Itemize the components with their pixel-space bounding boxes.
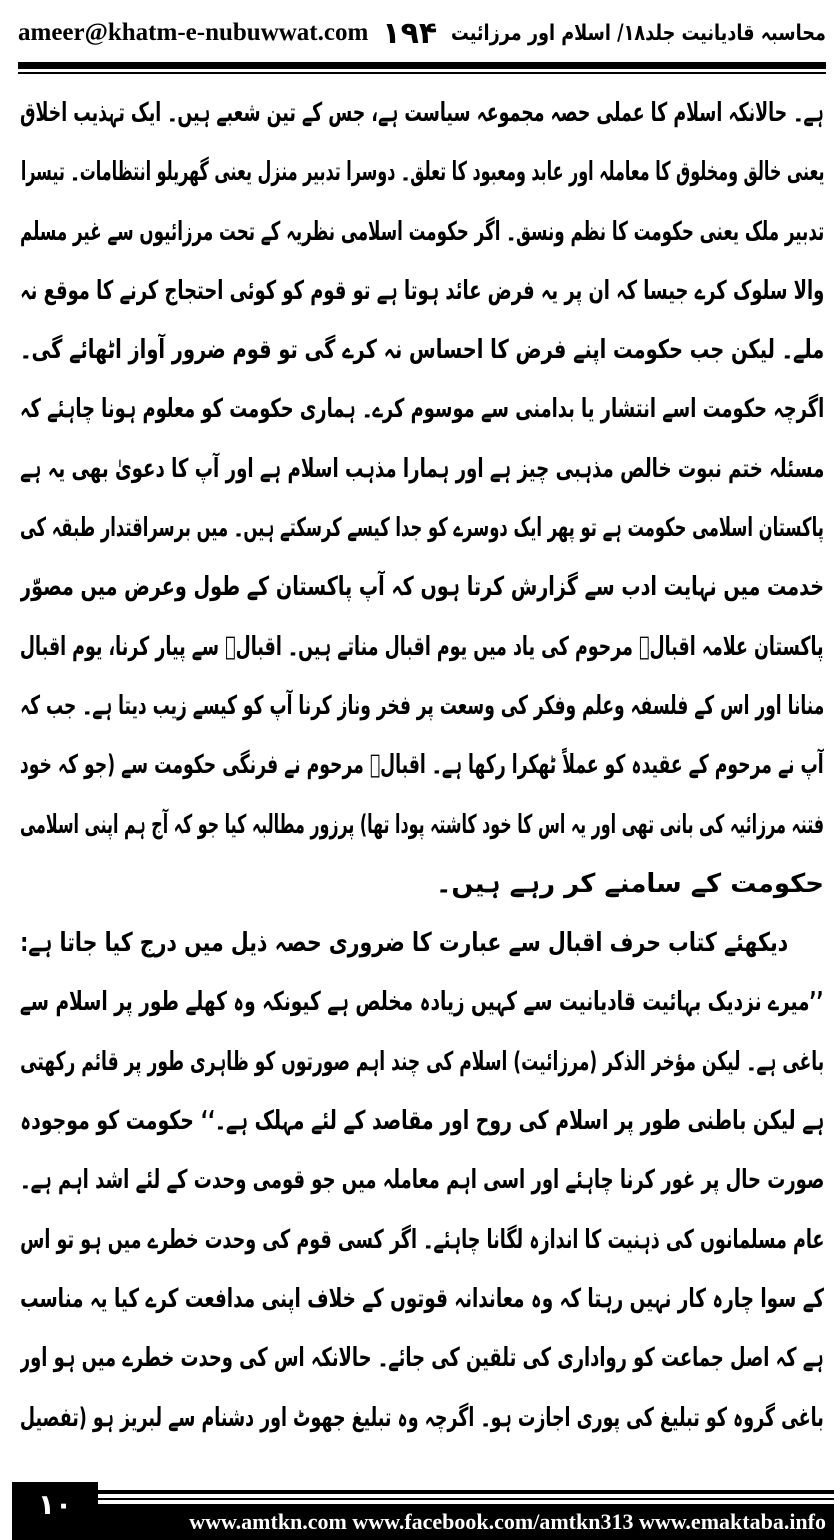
text-line — [20, 855, 824, 914]
text-line — [20, 914, 824, 973]
header-book-title: محاسبہ قادیانیت جلد۱۸/ اسلام اور مرزائیت — [451, 20, 826, 46]
text-line — [20, 558, 824, 617]
text-line — [20, 1151, 824, 1210]
header-email: ameer@khatm-e-nubuwwat.com — [18, 19, 369, 46]
text-line-text: مسئلہ ختم نبوت خالص مذہبی چیز ہے اور ہمارا مذہب اسلام ہے اور آپ کا دعویٰ بھی یہ ہے — [20, 453, 824, 484]
text-line-text: دیکھئے کتاب حرف اقبال سے عبارت کا ضروری حصہ ذیل میں درج کیا جاتا ہے: — [20, 928, 788, 959]
header-title-wrap — [451, 21, 826, 46]
footer-rule-thin — [98, 1498, 834, 1500]
text-line — [20, 1329, 824, 1388]
text-line — [20, 1211, 824, 1270]
text-line-text: یعنی خالق ومخلوق کا معاملہ اور عابد ومعبود کا تعلق۔ دوسرا تدبیر منزل یعنی گھریلو انتظامات۔ تیسرا — [20, 157, 824, 188]
text-line-text: والا سلوک کرے جیسا کہ ان پر یہ فرض عائد ہوتا ہے تو قوم کو کوئی احتجاج کرنے کا موقع نہ — [20, 275, 824, 306]
quote-line — [20, 1033, 824, 1092]
text-line — [20, 618, 824, 677]
text-line-text: اگرچہ حکومت اسے انتشار یا بدامنی سے موسوم کرے۔ ہماری حکومت کو معلوم ہونا چاہئے کہ — [20, 394, 824, 425]
footer-rule — [98, 1490, 834, 1494]
text-line — [20, 677, 824, 736]
footer-page-number: ۱۰ — [12, 1482, 98, 1540]
text-line — [20, 499, 824, 558]
header-page-number: ۱۹۴ — [382, 15, 438, 51]
text-line-text: کے سوا چارہ کار نہیں رہتا کہ وہ معاندانہ قوتوں کے خلاف اپنی مدافعت کرے کیا یہ مناسب — [20, 1283, 824, 1314]
text-line-text: باغی گروہ کو تبلیغ کی پوری اجازت ہو۔ اگرچہ وہ تبلیغ جھوٹ اور دشنام سے لبریز ہو (تفصیل — [20, 1402, 824, 1433]
text-line-text: ملے۔ لیکن جب حکومت اپنے فرض کا احساس نہ کرے گی تو قوم ضرور آواز اٹھائے گی۔ — [20, 335, 824, 366]
page-header — [18, 8, 826, 58]
text-line-text: منانا اور اس کے فلسفہ وعلم وفکر کی وسعت پر فخر وناز کرنا آپ کو کیسے زیب دیتا ہے۔ جب کہ — [20, 690, 824, 721]
text-line — [20, 796, 824, 855]
quote-line — [20, 973, 824, 1032]
text-line — [20, 1389, 824, 1448]
text-line — [20, 203, 824, 262]
text-line — [20, 440, 824, 499]
quote-line-text: ہے لیکن باطنی طور پر اسلام کی روح اور مقاصد کے لئے مہلک ہے۔‘‘ حکومت کو موجودہ — [20, 1106, 824, 1137]
page-body — [20, 84, 824, 1448]
quote-line-text: ’’میرے نزدیک بہائیت قادیانیت سے کہیں زیادہ مخلص ہے کیونکہ وہ کھلے طور پر اسلام سے — [20, 987, 824, 1018]
text-line-text: پاکستان علامہ اقبالؒ مرحوم کی یاد میں یوم اقبال مناتے ہیں۔ اقبالؒ سے پیار کرنا، یوم اقبال — [20, 631, 824, 662]
footer-links: www.amtkn.com www.facebook.com/amtkn313 www.emaktaba.info — [98, 1504, 834, 1540]
text-line — [20, 1270, 824, 1329]
header-rule-thin — [18, 72, 826, 74]
text-line — [20, 380, 824, 439]
text-line-text: فتنہ مرزائیہ کی بانی تھی اور یہ اس کا خود کاشتہ پودا تھا) پرزور مطالبہ کیا جو کہ آج ہم اپنی اسلامی — [20, 809, 824, 840]
text-line-text: آپ نے مرحوم کے عقیدہ کو عملاً ٹھکرا رکھا ہے۔ اقبالؒ مرحوم نے فرنگی حکومت سے (جو کہ خود — [20, 750, 824, 781]
text-line-text: خدمت میں نہایت ادب سے گزارش کرتا ہوں کہ آپ پاکستان کے طول وعرض میں مصوّر — [20, 572, 824, 603]
text-line — [20, 84, 824, 143]
text-line — [20, 262, 824, 321]
quote-line-text: باغی ہے۔ لیکن مؤخر الذکر (مرزائیت) اسلام کی چند اہم صورتوں کو ظاہری طور پر قائم رکھتی — [20, 1046, 824, 1077]
text-line — [20, 143, 824, 202]
text-line — [20, 321, 824, 380]
text-line-text: پاکستان اسلامی حکومت ہے تو پھر ایک دوسرے کو جدا کیسے کرسکتے ہیں۔ میں برسراقتدار طبقہ کی — [20, 513, 824, 544]
text-line-text: تدبیر ملک یعنی حکومت کا نظم ونسق۔ اگر حکومت اسلامی نظریہ کے تحت مرزائیوں سے غیر مسلم — [20, 216, 824, 247]
text-line-text: حکومت کے سامنے کر رہے ہیں۔ — [436, 868, 824, 899]
text-line-text: صورت حال پر غور کرنا چاہئے اور اسی اہم معاملہ میں جو قومی وحدت کے لئے اشد اہم ہے۔ — [20, 1165, 824, 1196]
header-rule — [18, 62, 826, 69]
text-line-text: ہے کہ اصل جماعت کو رواداری کی تلقین کی جائے۔ حالانکہ اس کی وحدت خطرے میں ہو اور — [20, 1343, 824, 1374]
text-line — [20, 736, 824, 795]
text-line-text: عام مسلمانوں کی ذہنیت کا اندازہ لگانا چاہئے۔ اگر کسی قوم کی وحدت خطرے میں ہو تو اس — [20, 1224, 824, 1255]
page-footer — [12, 1482, 840, 1540]
quote-line — [20, 1092, 824, 1151]
text-line-text: ہے۔ حالانکہ اسلام کا عملی حصہ مجموعہ سیاست ہے، جس کے تین شعبے ہیں۔ ایک تہذیب اخلاق — [20, 98, 824, 128]
